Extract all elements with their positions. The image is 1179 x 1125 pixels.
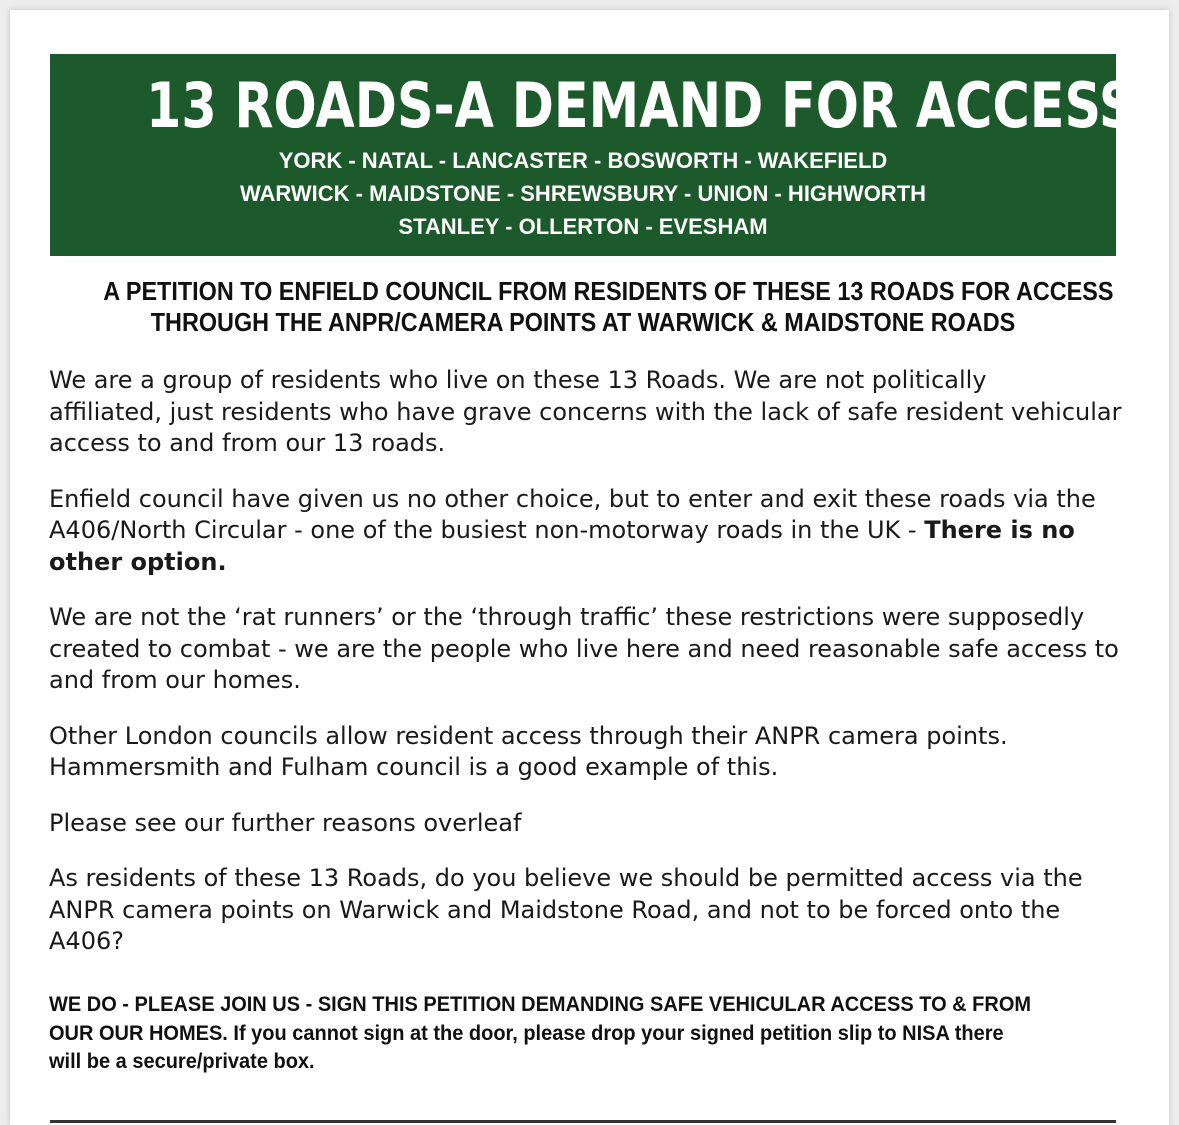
text-line: As residents of these 13 Roads, do you believe we should be permitted access via the: [49, 864, 1083, 892]
paragraph-overleaf: [49, 808, 1129, 840]
text-fragment: A406/North Circular - one of the busiest non-motorway roads in the UK -: [49, 516, 925, 544]
text-line: Hammersmith and Fulham council is a good example of this.: [49, 753, 779, 781]
petition-body: [49, 365, 1129, 982]
text-line: created to combat - we are the people who live here and need reasonable safe access to: [49, 634, 1119, 663]
call-to-action-line: will be a secure/private box.: [49, 1049, 315, 1073]
text-line: ANPR camera points on Warwick and Maidstone Road, and not to be forced onto the: [49, 895, 1061, 924]
text-line: We are not the ‘rat runners’ or the ‘through traffic’ these restrictions were supposedly: [49, 603, 1085, 631]
text-line: We are a group of residents who live on these 13 Roads. We are not politically: [49, 366, 987, 394]
paragraph-question: [49, 863, 1129, 958]
petition-heading-line: A PETITION TO ENFIELD COUNCIL FROM RESIDENTS OF THESE 13 ROADS FOR ACCESS: [103, 276, 1114, 306]
text-line: [49, 515, 1129, 547]
text-line: and from our homes.: [49, 666, 301, 694]
call-to-action-line: OUR OUR HOMES. If you cannot sign at the door, please drop your signed petition slip to NISA there: [49, 1020, 1004, 1045]
emphasis-text: There is no: [924, 516, 1075, 544]
paragraph-no-choice: [49, 484, 1129, 579]
text-line: access to and from our 13 roads.: [49, 429, 446, 457]
petition-heading: [50, 276, 1116, 338]
call-to-action-line: WE DO - PLEASE JOIN US - SIGN THIS PETITION DEMANDING SAFE VEHICULAR ACCESS TO & FROM: [49, 992, 1032, 1016]
call-to-action: [49, 990, 1129, 1076]
road-list-line: WARWICK - MAIDSTONE - SHREWSBURY - UNION - HIGHWORTH: [239, 181, 927, 206]
paragraph-group-intro: [49, 365, 1129, 460]
text-line: Enfield council have given us no other choice, but to enter and exit these roads via the: [49, 484, 1096, 513]
paragraph-other-councils: [49, 721, 1129, 784]
petition-heading-line: THROUGH THE ANPR/CAMERA POINTS AT WARWICK & MAIDSTONE ROADS: [150, 307, 1016, 337]
divider: [50, 1120, 1116, 1123]
road-list-line: YORK - NATAL - LANCASTER - BOSWORTH - WAKEFIELD: [278, 148, 888, 173]
text-line: Please see our further reasons overleaf: [49, 808, 522, 837]
text-line: affiliated, just residents who have grave concerns with the lack of safe resident vehicular: [49, 397, 1122, 426]
text-line: Other London councils allow resident access through their ANPR camera points.: [49, 721, 1008, 750]
road-list-line: STANLEY - OLLERTON - EVESHAM: [398, 214, 768, 239]
petition-sheet: [10, 10, 1169, 1125]
paragraph-not-rat-runners: [49, 602, 1129, 697]
emphasis-text: other option.: [49, 547, 227, 576]
text-line: A406?: [49, 927, 124, 955]
banner-title: 13 ROADS-A DEMAND FOR ACCESS: [145, 69, 1136, 142]
title-banner: [50, 54, 1136, 256]
